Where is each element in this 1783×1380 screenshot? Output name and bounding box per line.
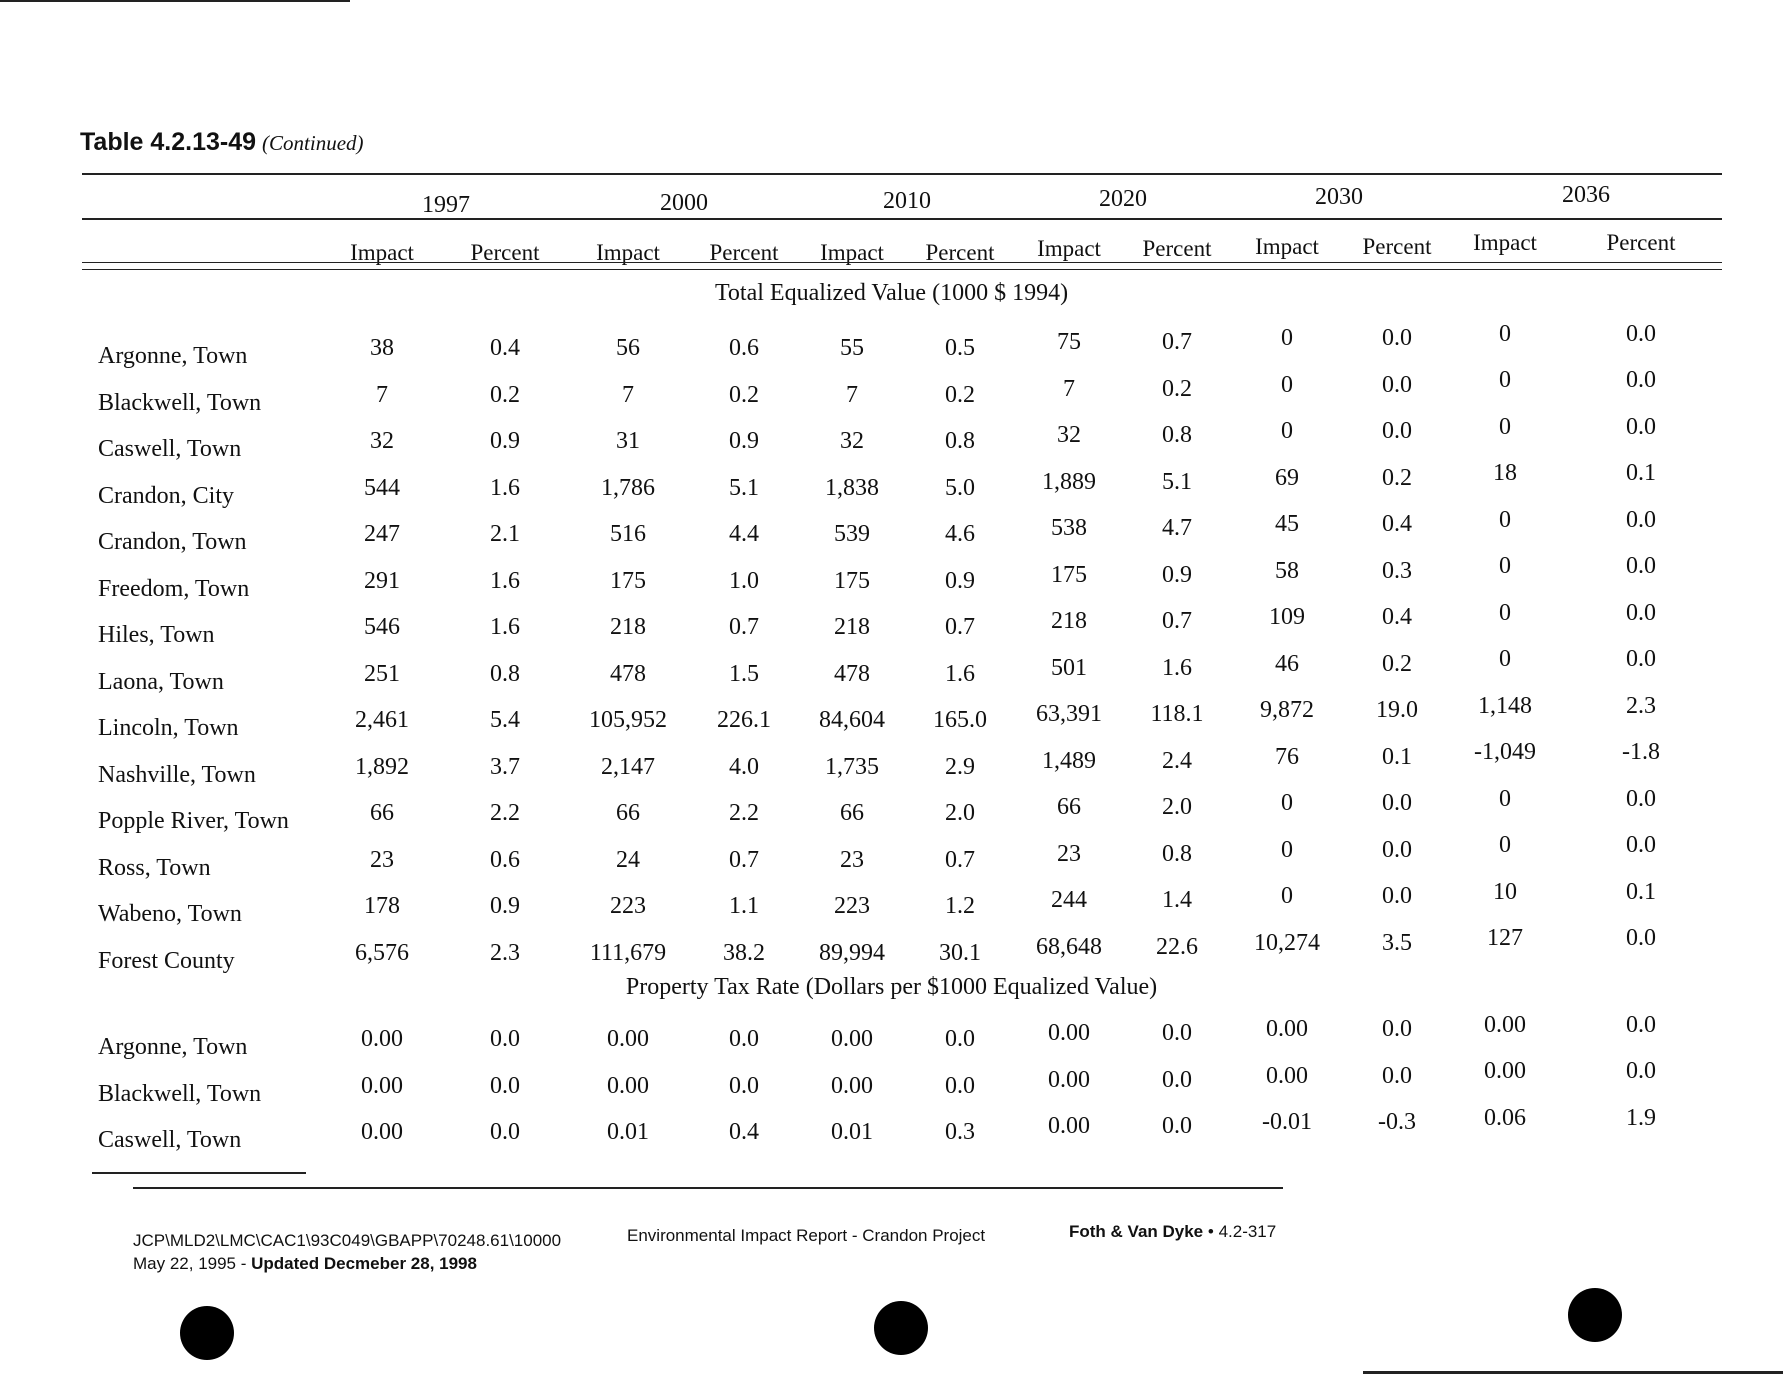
percent-cell: 2.1 — [490, 521, 520, 547]
percent-cell: 226.1 — [717, 707, 771, 733]
percent-cell: 0.9 — [490, 428, 520, 454]
table-title-number: Table 4.2.13-49 — [80, 128, 257, 156]
percent-cell: 1.6 — [1162, 654, 1192, 681]
section-title: Total Equalized Value (1000 $ 1994) — [714, 280, 1069, 306]
percent-cell: 5.1 — [1162, 468, 1192, 495]
impact-cell: 0.06 — [1484, 1104, 1526, 1131]
impact-cell: 0.00 — [1484, 1011, 1526, 1038]
impact-cell: 111,679 — [589, 939, 667, 966]
impact-cell: 218 — [1051, 608, 1087, 634]
row-label: Blackwell, Town — [98, 1080, 262, 1107]
impact-cell: 1,148 — [1478, 692, 1532, 719]
percent-cell: 3.5 — [1382, 929, 1412, 956]
row-label: Caswell, Town — [98, 1127, 242, 1153]
percent-cell: 2.3 — [490, 939, 520, 966]
percent-cell: 1.6 — [945, 660, 975, 687]
impact-col-header: Impact — [820, 240, 884, 265]
impact-cell: 66 — [840, 800, 864, 826]
table-row — [0, 553, 1783, 602]
impact-cell: 0.00 — [1266, 1016, 1308, 1043]
percent-cell: 1.1 — [729, 893, 759, 919]
header-double-rule — [82, 262, 1722, 270]
percent-cell: 0.4 — [1382, 511, 1412, 538]
impact-cell: 84,604 — [819, 707, 885, 733]
percent-col-header: Percent — [1142, 236, 1212, 261]
impact-cell: -0.01 — [1262, 1109, 1312, 1136]
percent-cell: 0.1 — [1626, 878, 1656, 905]
impact-cell: 1,786 — [601, 474, 655, 501]
impact-cell: 45 — [1275, 511, 1299, 538]
impact-cell: 0 — [1499, 506, 1511, 533]
percent-cell: 0.8 — [1162, 422, 1192, 448]
percent-cell: 2.4 — [1162, 747, 1192, 774]
impact-cell: 0 — [1281, 836, 1293, 863]
row-label: Blackwell, Town — [98, 389, 262, 416]
percent-col-header: Percent — [925, 240, 995, 265]
year-header-2020: 2020 — [1099, 186, 1147, 212]
impact-cell: 89,994 — [819, 939, 885, 966]
impact-cell: 9,872 — [1260, 697, 1314, 724]
row-label: Crandon, City — [98, 482, 234, 509]
percent-cell: 0.7 — [945, 614, 975, 640]
percent-cell: 0.7 — [945, 846, 975, 873]
impact-cell: 478 — [610, 660, 646, 687]
impact-cell: 0.00 — [831, 1072, 873, 1099]
impact-cell: 223 — [610, 893, 646, 919]
table-row — [0, 1011, 1783, 1060]
impact-cell: 175 — [834, 567, 870, 594]
percent-cell: 0.0 — [1626, 599, 1656, 626]
impact-cell: 66 — [1057, 794, 1081, 820]
row-label: Popple River, Town — [98, 808, 289, 834]
percent-cell: 0.0 — [1382, 836, 1412, 863]
impact-cell: 0.00 — [1048, 1113, 1090, 1139]
percent-cell: 2.9 — [945, 753, 975, 780]
percent-cell: 19.0 — [1376, 697, 1418, 724]
bottom-edge-rule — [1363, 1371, 1783, 1374]
footer-rule — [133, 1187, 1283, 1189]
impact-cell: 10 — [1493, 878, 1517, 905]
impact-cell: 38 — [370, 335, 394, 361]
percent-cell: 2.0 — [945, 800, 975, 826]
percent-cell: 0.0 — [945, 1026, 975, 1052]
percent-cell: 0.1 — [1382, 743, 1412, 770]
impact-cell: 0.00 — [361, 1026, 403, 1052]
percent-cell: 1.6 — [490, 474, 520, 501]
percent-cell: 0.0 — [1626, 785, 1656, 812]
impact-cell: 218 — [834, 614, 870, 640]
impact-cell: 0.00 — [607, 1072, 649, 1099]
impact-cell: 23 — [840, 846, 864, 873]
row-label: Wabeno, Town — [98, 901, 242, 927]
impact-cell: 63,391 — [1036, 701, 1102, 727]
percent-cell: 0.2 — [490, 381, 520, 408]
impact-cell: 175 — [610, 567, 646, 594]
percent-cell: 0.4 — [729, 1119, 759, 1145]
percent-cell: 3.7 — [490, 753, 520, 780]
impact-cell: 516 — [610, 521, 646, 547]
footer-page-number: 4.2-317 — [1218, 1222, 1277, 1241]
percent-col-header: Percent — [1362, 233, 1432, 259]
row-label: Hiles, Town — [98, 622, 215, 648]
impact-cell: 0.01 — [831, 1119, 873, 1145]
impact-cell: 0.00 — [1484, 1058, 1526, 1085]
percent-cell: 0.4 — [490, 335, 520, 361]
year-header-2010: 2010 — [883, 188, 931, 214]
impact-cell: 539 — [834, 521, 870, 547]
percent-cell: 0.8 — [945, 428, 975, 454]
impact-cell: 23 — [370, 846, 394, 873]
percent-cell: 0.0 — [1626, 320, 1656, 347]
table-row — [0, 367, 1783, 416]
impact-cell: 0 — [1281, 883, 1293, 910]
impact-cell: 0.00 — [1266, 1062, 1308, 1089]
percent-cell: 0.9 — [1162, 561, 1192, 588]
percent-cell: 4.0 — [729, 753, 759, 780]
percent-cell: 0.0 — [1382, 418, 1412, 445]
impact-cell: 105,952 — [589, 707, 667, 733]
percent-cell: 0.0 — [1626, 832, 1656, 859]
percent-cell: 0.0 — [1626, 553, 1656, 580]
percent-cell: 0.0 — [490, 1119, 520, 1145]
row-label: Ross, Town — [98, 854, 211, 881]
impact-cell: 0 — [1499, 553, 1511, 580]
percent-cell: 0.0 — [729, 1072, 759, 1099]
top-edge-rule — [0, 0, 350, 2]
percent-cell: 0.6 — [490, 846, 520, 873]
impact-cell: 1,892 — [355, 753, 409, 780]
table-title-continued: (Continued) — [262, 131, 364, 155]
percent-cell: 1.6 — [490, 614, 520, 640]
percent-cell: 0.7 — [729, 614, 759, 640]
percent-cell: 1.9 — [1626, 1104, 1656, 1131]
percent-cell: 0.2 — [729, 381, 759, 408]
impact-cell: 0.00 — [607, 1026, 649, 1052]
percent-cell: 0.0 — [1382, 325, 1412, 352]
table-end-rule — [92, 1172, 306, 1174]
percent-cell: 1.5 — [729, 660, 759, 687]
table-row — [0, 413, 1783, 462]
row-label: Argonne, Town — [98, 343, 248, 369]
impact-cell: 58 — [1275, 557, 1299, 584]
impact-cell: 0.01 — [607, 1119, 649, 1145]
impact-cell: 31 — [616, 428, 640, 454]
percent-cell: 0.7 — [1162, 608, 1192, 634]
percent-cell: 0.0 — [1382, 1016, 1412, 1043]
percent-cell: 0.0 — [1382, 790, 1412, 817]
percent-cell: 0.2 — [1382, 464, 1412, 491]
impact-col-header: Impact — [1473, 230, 1537, 256]
impact-cell: 1,735 — [825, 753, 879, 780]
impact-cell: 7 — [846, 381, 858, 408]
impact-cell: 244 — [1051, 887, 1087, 913]
percent-cell: 0.8 — [490, 660, 520, 687]
impact-cell: 66 — [616, 800, 640, 826]
footer-report-title: Environmental Impact Report - Crandon Project — [627, 1226, 986, 1245]
impact-col-header: Impact — [1255, 233, 1319, 259]
percent-cell: 0.2 — [1162, 375, 1192, 402]
impact-cell: 7 — [376, 381, 388, 408]
table-row — [0, 692, 1783, 741]
impact-cell: 0.00 — [361, 1119, 403, 1145]
footer-date-updated: Updated Decmeber 28, 1998 — [251, 1254, 477, 1273]
percent-cell: 0.0 — [490, 1072, 520, 1099]
impact-cell: 55 — [840, 335, 864, 361]
impact-cell: 178 — [364, 893, 400, 919]
impact-cell: 0 — [1499, 646, 1511, 673]
table-row — [0, 320, 1783, 369]
percent-cell: 30.1 — [939, 939, 981, 966]
punch-hole-center — [874, 1301, 928, 1355]
impact-cell: 0 — [1499, 413, 1511, 440]
row-label: Argonne, Town — [98, 1034, 248, 1060]
percent-cell: 0.0 — [1626, 646, 1656, 673]
impact-cell: 24 — [616, 846, 640, 873]
table-title — [80, 128, 364, 157]
row-label: Freedom, Town — [98, 575, 250, 602]
impact-cell: 1,838 — [825, 474, 879, 501]
impact-cell: 7 — [1063, 375, 1075, 402]
percent-cell: 0.3 — [945, 1119, 975, 1145]
percent-cell: 2.2 — [729, 800, 759, 826]
percent-cell: 0.8 — [1162, 840, 1192, 867]
percent-cell: 0.3 — [1382, 557, 1412, 584]
percent-col-header: Percent — [1606, 230, 1676, 256]
percent-cell: 0.7 — [729, 846, 759, 873]
percent-cell: 0.0 — [1382, 1062, 1412, 1089]
percent-cell: 22.6 — [1156, 933, 1198, 960]
impact-cell: 32 — [840, 428, 864, 454]
percent-cell: 0.0 — [1382, 883, 1412, 910]
impact-cell: 0.00 — [361, 1072, 403, 1099]
percent-cell: 4.7 — [1162, 515, 1192, 541]
percent-col-header: Percent — [709, 240, 779, 265]
impact-col-header: Impact — [1037, 236, 1101, 261]
table-row — [0, 1058, 1783, 1107]
impact-cell: 6,576 — [355, 939, 409, 966]
percent-cell: 2.0 — [1162, 794, 1192, 820]
percent-cell: 0.0 — [729, 1026, 759, 1052]
impact-cell: 0 — [1499, 785, 1511, 812]
impact-cell: 538 — [1051, 515, 1087, 541]
percent-cell: 0.0 — [1626, 1058, 1656, 1085]
percent-cell: 1.4 — [1162, 887, 1192, 913]
percent-cell: 0.0 — [945, 1072, 975, 1099]
impact-cell: 66 — [370, 800, 394, 826]
percent-cell: 0.0 — [1626, 367, 1656, 394]
percent-cell: -1.8 — [1622, 739, 1660, 766]
percent-cell: 2.3 — [1626, 692, 1656, 719]
impact-cell: 175 — [1051, 561, 1087, 588]
table-row — [0, 646, 1783, 695]
percent-cell: 0.1 — [1626, 460, 1656, 487]
header-top-rule — [82, 173, 1722, 175]
impact-col-header: Impact — [350, 240, 414, 265]
table-row — [0, 785, 1783, 834]
impact-cell: 10,274 — [1254, 929, 1320, 956]
table-row — [0, 925, 1783, 974]
impact-cell: 0 — [1281, 371, 1293, 398]
row-label: Lincoln, Town — [98, 715, 239, 741]
impact-cell: 7 — [622, 381, 634, 408]
table-row — [0, 1104, 1783, 1153]
percent-cell: 4.6 — [945, 521, 975, 547]
table-row — [0, 506, 1783, 555]
percent-cell: 0.9 — [945, 567, 975, 594]
percent-cell: 0.0 — [1626, 925, 1656, 952]
percent-cell: 5.0 — [945, 474, 975, 501]
impact-cell: 0 — [1499, 367, 1511, 394]
impact-cell: 127 — [1487, 925, 1523, 952]
percent-cell: 118.1 — [1150, 701, 1204, 727]
percent-cell: 0.0 — [1162, 1066, 1192, 1093]
impact-cell: 0 — [1281, 790, 1293, 817]
punch-hole-left — [180, 1306, 234, 1360]
percent-cell: 0.0 — [490, 1026, 520, 1052]
percent-cell: 4.4 — [729, 521, 759, 547]
percent-col-header: Percent — [470, 240, 540, 265]
impact-cell: 2,147 — [601, 753, 655, 780]
impact-cell: 32 — [370, 428, 394, 454]
year-header-1997: 1997 — [422, 192, 470, 218]
table-row — [0, 739, 1783, 788]
impact-cell: 32 — [1057, 422, 1081, 448]
impact-cell: 544 — [364, 474, 400, 501]
impact-cell: 76 — [1275, 743, 1299, 770]
percent-cell: 5.1 — [729, 474, 759, 501]
impact-cell: 223 — [834, 893, 870, 919]
impact-cell: 1,889 — [1042, 468, 1096, 495]
footer-date-original: May 22, 1995 - — [133, 1254, 252, 1273]
percent-cell: 0.9 — [729, 428, 759, 454]
year-divider-rule — [82, 218, 1722, 220]
percent-cell: 1.2 — [945, 893, 975, 919]
footer-bullet: • — [1207, 1222, 1214, 1241]
percent-cell: 1.6 — [490, 567, 520, 594]
percent-cell: 0.0 — [1162, 1113, 1192, 1139]
footer-company: Foth & Van Dyke — [1069, 1222, 1204, 1241]
table-row — [0, 878, 1783, 927]
impact-cell: 68,648 — [1036, 933, 1102, 960]
impact-cell: 56 — [616, 335, 640, 361]
impact-cell: 18 — [1493, 460, 1517, 487]
impact-cell: 251 — [364, 660, 400, 687]
impact-cell: 69 — [1275, 464, 1299, 491]
table-row — [0, 599, 1783, 648]
footer-date — [133, 1254, 477, 1274]
percent-cell: 1.0 — [729, 567, 759, 594]
impact-cell: 46 — [1275, 650, 1299, 677]
impact-cell: 218 — [610, 614, 646, 640]
percent-cell: 0.0 — [1382, 371, 1412, 398]
percent-cell: 0.2 — [945, 381, 975, 408]
year-header-2036: 2036 — [1562, 182, 1610, 208]
percent-cell: 165.0 — [933, 707, 987, 733]
section-title: Property Tax Rate (Dollars per $1000 Equalized Value) — [625, 974, 1158, 1000]
percent-cell: 0.4 — [1382, 604, 1412, 631]
percent-cell: 0.9 — [490, 893, 520, 919]
percent-cell: 0.6 — [729, 335, 759, 361]
impact-cell: 23 — [1057, 840, 1081, 867]
percent-cell: 0.7 — [1162, 329, 1192, 355]
impact-cell: 0 — [1499, 599, 1511, 626]
impact-cell: -1,049 — [1474, 739, 1536, 766]
impact-cell: 0.00 — [831, 1026, 873, 1052]
table-row — [0, 832, 1783, 881]
impact-cell: 0 — [1499, 832, 1511, 859]
impact-cell: 291 — [364, 567, 400, 594]
impact-cell: 1,489 — [1042, 747, 1096, 774]
impact-col-header: Impact — [596, 240, 660, 265]
row-label: Forest County — [98, 947, 235, 974]
impact-cell: 501 — [1051, 654, 1087, 681]
percent-cell: 0.0 — [1626, 413, 1656, 440]
percent-cell: 5.4 — [490, 707, 520, 733]
impact-cell: 546 — [364, 614, 400, 640]
impact-cell: 0 — [1499, 320, 1511, 347]
footer-file-path: JCP\MLD2\LMC\CAC1\93C049\GBAPP\70248.61\10000 — [133, 1231, 562, 1250]
footer-company-page — [1069, 1222, 1276, 1242]
year-header-2000: 2000 — [660, 190, 708, 216]
impact-cell: 0 — [1281, 418, 1293, 445]
impact-cell: 247 — [364, 521, 400, 547]
percent-cell: 0.0 — [1626, 506, 1656, 533]
impact-cell: 75 — [1057, 329, 1081, 355]
impact-cell: 0.00 — [1048, 1020, 1090, 1046]
punch-hole-right — [1568, 1288, 1622, 1342]
percent-cell: -0.3 — [1378, 1109, 1416, 1136]
impact-cell: 2,461 — [355, 707, 409, 733]
impact-cell: 109 — [1269, 604, 1305, 631]
table-row — [0, 460, 1783, 509]
impact-cell: 0 — [1281, 325, 1293, 352]
percent-cell: 0.2 — [1382, 650, 1412, 677]
year-header-2030: 2030 — [1315, 184, 1363, 210]
row-label: Crandon, Town — [98, 529, 247, 555]
percent-cell: 0.0 — [1626, 1011, 1656, 1038]
percent-cell: 2.2 — [490, 800, 520, 826]
impact-cell: 478 — [834, 660, 870, 687]
impact-cell: 0.00 — [1048, 1066, 1090, 1093]
percent-cell: 0.0 — [1162, 1020, 1192, 1046]
row-label: Laona, Town — [98, 668, 224, 695]
row-label: Nashville, Town — [98, 761, 256, 788]
percent-cell: 0.5 — [945, 335, 975, 361]
row-label: Caswell, Town — [98, 436, 242, 462]
percent-cell: 38.2 — [723, 939, 765, 966]
